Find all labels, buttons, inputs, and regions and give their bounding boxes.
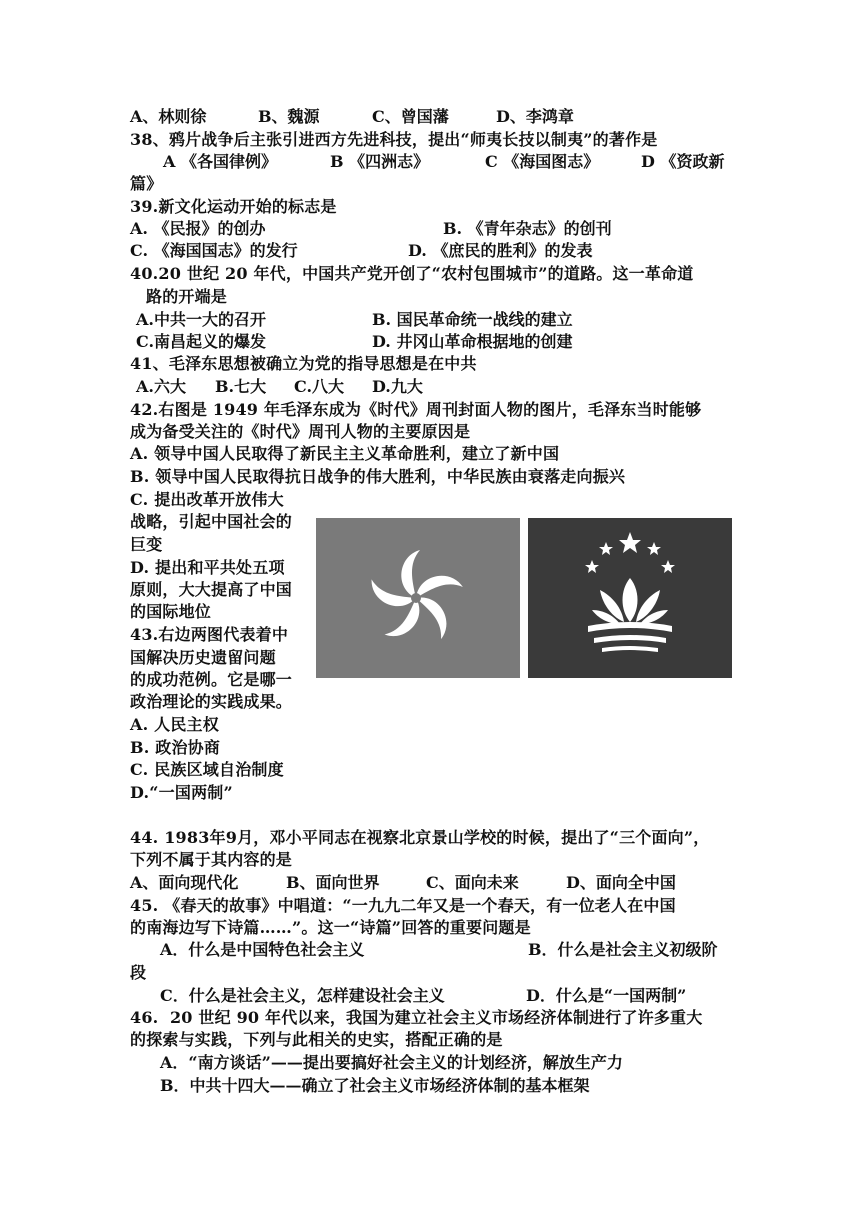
q44-option-a: A、面向现代化 xyxy=(130,873,239,892)
q38-wrap: 篇》 xyxy=(130,174,163,193)
q43-option-c: C. 民族区域自治制度 xyxy=(130,760,284,779)
q42-option-c-line3: 巨变 xyxy=(130,535,163,554)
q43-stem-line1: 43.右边两图代表着中 xyxy=(130,625,289,644)
q42-option-d-line2: 原则，大大提高了中国 xyxy=(130,580,293,599)
q37-option-d: D、李鸿章 xyxy=(496,107,574,126)
q39-option-a: A. 《民报》的创办 xyxy=(130,219,266,238)
q45-option-b: B．什么是社会主义初级阶 xyxy=(528,940,718,959)
lotus-icon xyxy=(528,518,732,678)
q44-stem-line1: 44. 1983年9月，邓小平同志在视察北京景山学校的时候，提出了“三个面向”， xyxy=(130,828,710,847)
q40-stem-line2: 路的开端是 xyxy=(146,287,228,306)
q38-option-b: B 《四洲志》 xyxy=(330,152,430,171)
q43-option-b: B. 政治协商 xyxy=(130,738,221,757)
q44-option-b: B、面向世界 xyxy=(286,873,380,892)
q39-option-b: B. 《青年杂志》的创刊 xyxy=(443,219,612,238)
q41-option-d: D.九大 xyxy=(372,377,423,396)
q42-option-c-line2: 战略，引起中国社会的 xyxy=(130,512,293,531)
q46-option-b: B．中共十四大——确立了社会主义市场经济体制的基本框架 xyxy=(160,1076,590,1095)
q39-option-d: D. 《庶民的胜利》的发表 xyxy=(408,241,593,260)
q45-option-b-wrap: 段 xyxy=(130,963,147,982)
q39-stem: 39.新文化运动开始的标志是 xyxy=(130,197,337,216)
q41-option-a: A.六大 xyxy=(136,377,186,396)
q43-option-a: A. 人民主权 xyxy=(130,715,219,734)
q38-option-c: C 《海国图志》 xyxy=(485,152,600,171)
q42-option-d-line1: D. 提出和平共处五项 xyxy=(130,558,285,577)
q42-option-b: B. 领导中国人民取得抗日战争的伟大胜利，中华民族由衰落走向振兴 xyxy=(130,467,626,486)
q42-option-c-line1: C. 提出改革开放伟大 xyxy=(130,490,284,509)
q42-option-a: A. 领导中国人民取得了新民主主义革命胜利，建立了新中国 xyxy=(130,444,560,463)
q45-option-a: A．什么是中国特色社会主义 xyxy=(160,940,365,959)
q44-option-c: C、面向未来 xyxy=(426,873,519,892)
q38-option-d: D 《资政新 xyxy=(641,152,725,171)
q42-stem-line1: 42.右图是 1949 年毛泽东成为《时代》周刊封面人物的图片，毛泽东当时能够 xyxy=(130,400,702,419)
q43-stem-line2: 国解决历史遗留问题 xyxy=(130,648,276,667)
q43-option-d: D.“一国两制” xyxy=(130,783,233,802)
q43-stem-line3: 的成功范例。它是哪一 xyxy=(130,670,293,689)
q37-option-b: B、魏源 xyxy=(258,107,320,126)
q45-option-d: D．什么是“一国两制” xyxy=(526,986,687,1005)
q42-option-d-line3: 的国际地位 xyxy=(130,602,212,621)
hong-kong-flag-image xyxy=(316,518,520,678)
bauhinia-icon xyxy=(316,518,520,678)
q40-stem-line1: 40.20 世纪 20 年代，中国共产党开创了“农村包围城市”的道路。这一革命道 xyxy=(130,264,694,283)
q40-option-c: C.南昌起义的爆发 xyxy=(136,332,267,351)
q46-option-a: A．“南方谈话”——提出要搞好社会主义的计划经济，解放生产力 xyxy=(160,1053,623,1072)
q44-option-d: D、面向全中国 xyxy=(566,873,676,892)
q37-option-a: A、林则徐 xyxy=(130,107,207,126)
q45-stem-line2: 的南海边写下诗篇……”。这一“诗篇”回答的重要问题是 xyxy=(130,918,531,937)
q46-stem-line1: 46. 20 世纪 90 年代以来，我国为建立社会主义市场经济体制进行了许多重大 xyxy=(130,1008,703,1027)
q37-option-c: C、曾国藩 xyxy=(372,107,449,126)
q42-stem-line2: 成为备受关注的《时代》周刊人物的主要原因是 xyxy=(130,422,471,441)
q41-option-c: C.八大 xyxy=(294,377,345,396)
q38-option-a: A 《各国律例》 xyxy=(163,152,277,171)
q45-option-c: C．什么是社会主义，怎样建设社会主义 xyxy=(160,986,445,1005)
q43-stem-line4: 政治理论的实践成果。 xyxy=(130,692,293,711)
q40-option-b: B. 国民革命统一战线的建立 xyxy=(372,310,573,329)
q44-stem-line2: 下列不属于其内容的是 xyxy=(130,850,293,869)
q40-option-d: D. 井冈山革命根据地的创建 xyxy=(372,332,573,351)
q40-option-a: A.中共一大的召开 xyxy=(136,310,266,329)
macau-flag-image xyxy=(528,518,732,678)
q46-stem-line2: 的探索与实践，下列与此相关的史实，搭配正确的是 xyxy=(130,1030,503,1049)
q41-option-b: B.七大 xyxy=(215,377,267,396)
q45-stem-line1: 45. 《春天的故事》中唱道：“一九九二年又是一个春天，有一位老人在中国 xyxy=(130,896,676,915)
q41-stem: 41、毛泽东思想被确立为党的指导思想是在中共 xyxy=(130,354,477,373)
q38-stem: 38、鸦片战争后主张引进西方先进科技，提出“师夷长技以制夷”的著作是 xyxy=(130,130,658,149)
q39-option-c: C. 《海国国志》的发行 xyxy=(130,241,298,260)
